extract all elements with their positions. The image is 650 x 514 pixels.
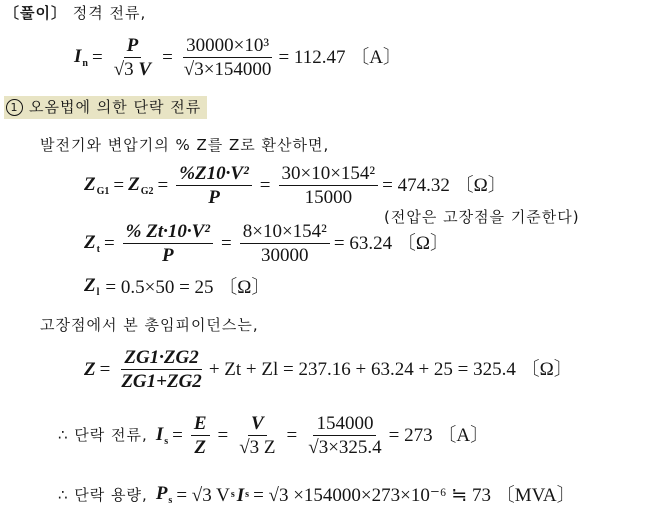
fraction-zt-values: $\frac{\text{8×10×154²}}{30000}$: [240, 222, 330, 265]
total-impedance-text: 고장점에서 본 총임피이던스는,: [40, 316, 259, 334]
short-circuit-capacity-result: = √3 ×154000×273×10⁻⁶ ≒ 73 〔MVA〕: [253, 484, 576, 506]
in-symbol: $I_n$: [74, 45, 88, 69]
fraction-zt-formula: $\frac{\text{\% Zt·10·V²}}{P}$: [123, 222, 213, 265]
rated-current-result: = 112.47 〔A〕: [278, 47, 402, 68]
solution-tag: 〔풀이〕: [4, 4, 68, 22]
line-impedance-equation: $Z_l$ = 0.5×50 = 25 〔Ω〕: [84, 275, 271, 298]
section-title: 오옴법에 의한 단락 전류: [29, 98, 202, 116]
solution-header: [4, 6, 146, 21]
header-text: 정격 전류,: [72, 4, 147, 22]
section-number: 1: [6, 99, 23, 116]
generator-impedance-equation: $Z_{G1}$ = $Z_{G2}$ = $\frac{\text{\%Z10·V²}}{P}$ = $\frac{\text{30×10×154²}}{15000}$ = 474.32 〔Ω〕: [84, 163, 507, 208]
fraction-v-over-root3z: $\frac{V}{√3 Z}$: [239, 413, 276, 458]
fraction-zg-values: $\frac{\text{30×10×154²}}{15000}$: [279, 164, 379, 207]
fraction-p-over-root3v: $\frac{P}{√3 V}$: [113, 35, 152, 80]
short-circuit-current-result: = 273 〔A〕: [388, 425, 490, 446]
short-circuit-capacity-label: ∴ 단락 용량,: [58, 485, 148, 504]
voltage-note: (전압은 고장점을 기준한다): [384, 208, 580, 226]
total-impedance-equation: Z = $\frac{ZG1\cdot ZG2}{ZG1+ZG2}$ + Zt + Zl = 237.16 + 63.24 + 25 = 325.4 〔Ω〕: [84, 347, 573, 392]
fraction-e-over-z: $\frac{E}{Z}$: [191, 414, 210, 457]
short-circuit-current-equation: ∴ 단락 전류, $I_s$ = $\frac{E}{Z}$ = $\frac{V}{√3 Z}$ = $\frac{154000}{√3\times 325.4}$ = 273 〔A〕: [58, 413, 490, 458]
fraction-parallel-generators: $\frac{ZG1\cdot ZG2}{ZG1+ZG2}$: [121, 347, 202, 392]
zl-result: = 0.5×50 = 25 〔Ω〕: [105, 276, 271, 298]
short-circuit-current-label: ∴ 단락 전류,: [58, 426, 148, 444]
zt-result: = 63.24 〔Ω〕: [333, 233, 449, 254]
zg-result: = 474.32 〔Ω〕: [382, 175, 507, 196]
conversion-text: 발전기와 변압기의 % Z를 Z로 환산하면,: [40, 136, 330, 154]
section-heading: [4, 99, 207, 116]
rated-current-equation: $I_n$ = $\frac{P}{√3 V}$ = $\frac{\text{30000×10³}}{√3\times 154000}$ = 112.47 〔A〕: [74, 35, 402, 80]
fraction-current-values: $\frac{154000}{√3\times 325.4}$: [308, 413, 382, 458]
fraction-zg-formula: $\frac{\text{\%Z10·V²}}{P}$: [176, 164, 252, 207]
fraction-rated-values: $\frac{\text{30000×10³}}{√3\times 154000}$: [183, 35, 272, 80]
transformer-impedance-equation: $Z_t$ = $\frac{\text{\% Zt·10·V²}}{P}$ = $\frac{\text{8×10×154²}}{30000}$ = 63.24 〔Ω〕: [84, 221, 449, 266]
short-circuit-capacity-equation: ∴ 단락 용량, $P_s$ = √3 V s I s = √3 ×154000×273×10⁻⁶ ≒ 73 〔MVA〕: [58, 483, 576, 506]
total-impedance-result: + Zt + Zl = 237.16 + 63.24 + 25 = 325.4 〔Ω〕: [208, 359, 573, 380]
